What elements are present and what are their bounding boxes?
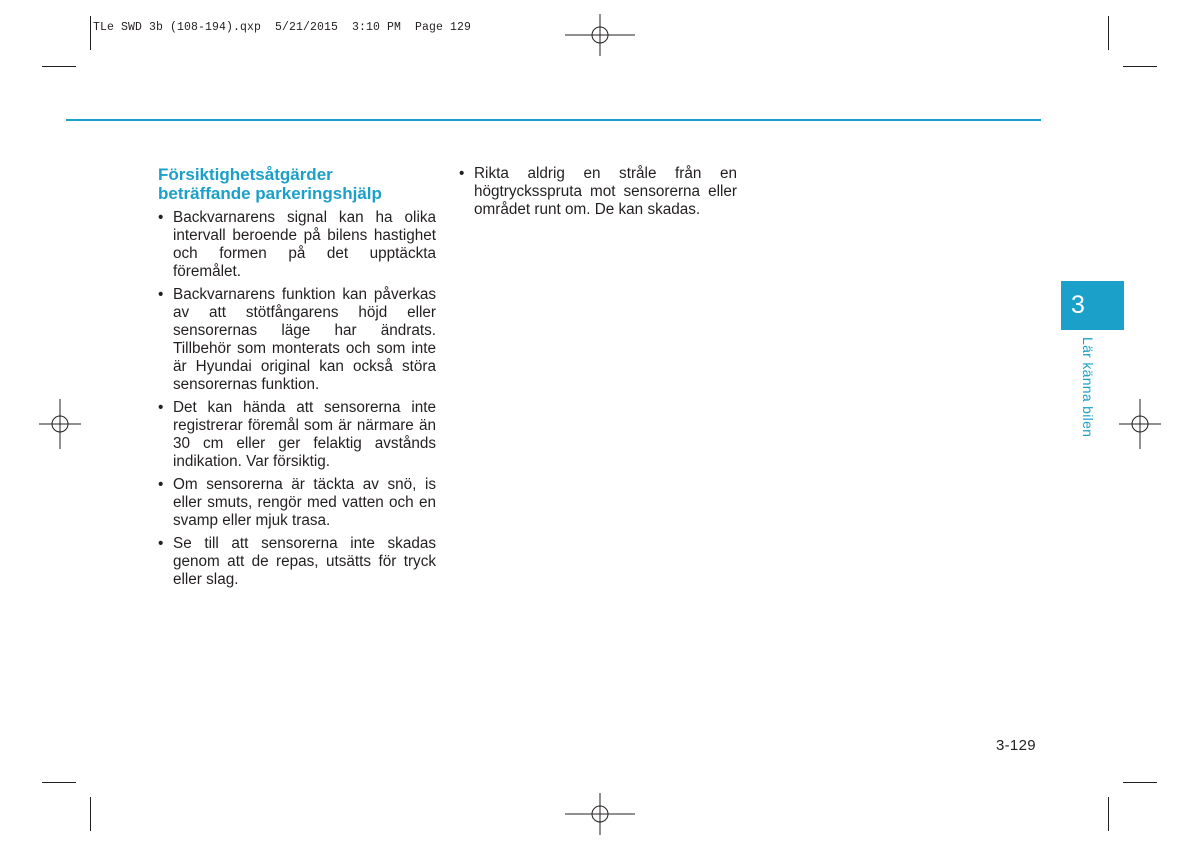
bullet-icon: • xyxy=(158,476,164,493)
left-column xyxy=(158,165,436,594)
bullet-icon: • xyxy=(158,209,164,226)
registration-mark-bottom xyxy=(565,779,635,849)
crop-mark xyxy=(90,16,91,50)
header-rule xyxy=(66,119,1041,121)
list-item xyxy=(158,476,436,530)
crop-mark xyxy=(90,797,91,831)
registration-mark-left xyxy=(25,389,95,459)
registration-mark-right xyxy=(1105,389,1175,459)
bullet-list xyxy=(459,165,737,219)
list-item xyxy=(158,209,436,281)
list-item xyxy=(158,399,436,471)
crop-mark xyxy=(42,66,76,67)
registration-mark-top xyxy=(565,0,635,70)
crop-mark xyxy=(1123,782,1157,783)
crop-mark xyxy=(1108,797,1109,831)
bullet-icon: • xyxy=(158,286,164,303)
crop-mark xyxy=(1108,16,1109,50)
list-item xyxy=(158,535,436,589)
list-item xyxy=(459,165,737,219)
section-heading-line1: Försiktighetsåtgärder xyxy=(158,165,333,184)
crop-mark xyxy=(1123,66,1157,67)
list-item-text: Om sensorerna är täckta av snö, is eller smuts, rengör med vatten och en svamp eller mjuk trasa. xyxy=(173,476,436,529)
print-slug: TLe SWD 3b (108-194).qxp 5/21/2015 3:10 PM Page 129 xyxy=(93,21,472,34)
chapter-tab xyxy=(1061,281,1124,330)
list-item-text: Rikta aldrig en stråle från en högtrycksspruta mot sensorerna eller området runt om. De kan skadas. xyxy=(474,165,737,218)
bullet-icon: • xyxy=(158,535,164,552)
bullet-icon: • xyxy=(459,165,465,182)
list-item-text: Det kan hända att sensorerna inte registrerar föremål som är närmare än 30 cm eller ger felaktig avstånds indikation. Var försiktig. xyxy=(173,399,436,470)
page-number: 3-129 xyxy=(996,737,1036,754)
bullet-list xyxy=(158,209,436,589)
chapter-title: Lär känna bilen xyxy=(1080,337,1096,438)
bullet-icon: • xyxy=(158,399,164,416)
list-item-text: Backvarnarens signal kan ha olika intervall beroende på bilens hastighet och formen på det upptäckta föremålet. xyxy=(173,209,436,280)
right-column xyxy=(459,165,737,224)
chapter-number: 3 xyxy=(1071,291,1085,319)
section-heading xyxy=(158,165,436,203)
crop-mark xyxy=(42,782,76,783)
list-item xyxy=(158,286,436,394)
list-item-text: Se till att sensorerna inte skadas genom att de repas, utsätts för tryck eller slag. xyxy=(173,535,436,588)
list-item-text: Backvarnarens funktion kan påverkas av att stötfångarens höjd eller sensorernas läge har ändrats. Tillbehör som monterats och som inte är Hyundai original kan också störa sensorernas funktion. xyxy=(173,286,436,393)
section-heading-line2: beträffande parkeringshjälp xyxy=(158,184,382,203)
